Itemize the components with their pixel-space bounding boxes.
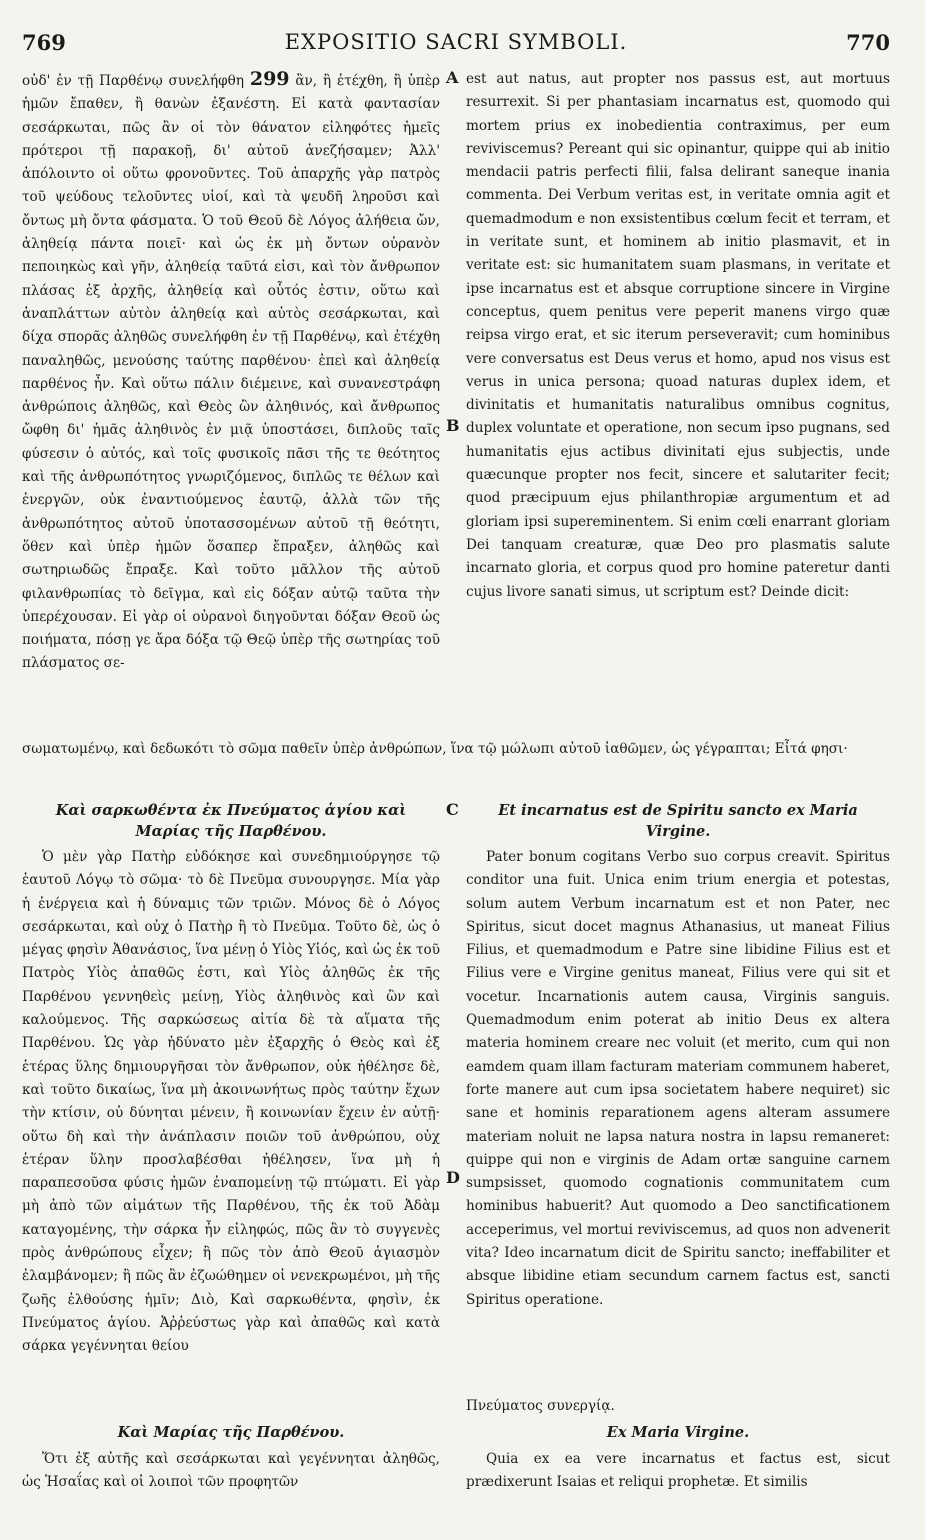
margin-marker-c: C — [446, 800, 459, 819]
page-number-left: 769 — [22, 30, 66, 55]
greek-body-text: ἂν, ἢ ἐτέχθη, ἢ ὑπὲρ ἡμῶν ἔπαθεν, ἢ θανὼν ἐξανέστη. Εἰ κατὰ φαντασίαν σεσάρκωται, πῶς ἂν οἱ τὸν θάνατον εἰληφότες ἡμεῖς πρότεροι τῇ παρακοῇ, δι' αὐτοῦ ἀνεζήσαμεν; Ἀλλ' ἀπόλοιντο οἱ οὕτω φρονοῦντες. Τοῦ ἀπαρχῆς γὰρ πατρὸς τοῦ ψεύδους τελοῦντες υἱοί, καὶ τὰ ψευδῆ ληροῦσι καὶ ὄντως μὴ ὄντα φάσματα. Ὁ τοῦ Θεοῦ δὲ Λόγος ἀλήθεια ὤν, ἀληθείᾳ πάντα ποιεῖ· καὶ ὡς ἐκ μὴ ὄντων οὐρανὸν πεποιηκὼς καὶ γῆν, ἀληθείᾳ ταῦτά εἰσι, καὶ τὸν ἄνθρωπον πλάσας ἐξ ἀρχῆς, ἀληθείᾳ καὶ οὗτός ἐστιν, οὕτω καὶ ἀναπλάττων αὐτὸν ἀληθείᾳ καὶ αὐτὸς σεσάρκωται, καὶ δίχα σπορᾶς ἀληθῶς συνελήφθη ἐν τῇ Παρθένῳ, καὶ ἐτέχθη παναληθῶς, μενούσης ταύτης παρθένου· ἐπεὶ καὶ ἀληθείᾳ παρθένος ἦν. Καὶ οὕτω πάλιν διέμεινε, καὶ συνανεστράφη ἀνθρώποις ἀληθῶς, καὶ Θεὸς ὢν ἀληθινός, καὶ ἄνθρωπος ὤφθη δι' ἡμᾶς ἀληθινὸς ἐν μιᾷ ὑποστάσει, διπλοῦς ταῖς φύσεσιν ὁ αὐτός, καὶ τοῖς φυσικοῖς πᾶσι τῆς τε θεότητος καὶ τῆς ἀνθρωπότητος γνωριζόμενος, διπλῶς τε θέλων καὶ ἐνεργῶν, οὐκ ἐναντιούμενος ἑαυτῷ, ἀλλὰ τῶν τῆς ἀνθρωπότητος αὐτοῦ ὑποτασσομένων αὐτοῦ τῇ θεότητι, ὅθεν καὶ ὑπὲρ ἡμῶν ὅσαπερ ἔπραξεν, ἀληθῶς καὶ σωτηριωδῶς ἔπραξε. Καὶ τοῦτο μᾶλλον τῆς αὐτοῦ φιλανθρωπίας τὸ δεῖγμα, καὶ εἰς δόξαν αὐτῷ ταῦτα τὴν ὑπερέχουσαν. Εἰ γὰρ οἱ οὐρανοὶ διηγοῦνται δόξαν Θεοῦ ὡς ποιήματα, πόσῃ γε ἄρα δόξα τῷ Θεῷ ὑπὲρ τῆς σωτηρίας τοῦ πλάσματος σε- — [22, 73, 440, 672]
bridge-line-2: Πνεύματος συνεργίᾳ. — [466, 1398, 615, 1414]
full-width-bridge-line: σωματωμένῳ, καὶ δεδωκότι τὸ σῶμα παθεῖν ὑπὲρ ἀνθρώπων, ἵνα τῷ μώλωπι αὐτοῦ ἰαθῶμεν, ὡς γέγραπται; Εἶτά φησι· — [22, 741, 848, 757]
inline-column-number: 299 — [249, 68, 290, 90]
greek-column-section-1 — [22, 68, 440, 748]
page-header — [22, 30, 890, 66]
latin-section-heading-1: Et incarnatus est de Spiritu sancto ex Maria Virgine. — [498, 802, 858, 840]
latin-section-heading-2: Ex Maria Virgine. — [606, 1424, 750, 1441]
margin-marker-b: B — [446, 416, 460, 435]
running-title: EXPOSITIO SACRI SYMBOLI. — [284, 30, 628, 54]
greek-lead-text: οὐδ' ἐν τῇ Παρθένῳ συνελήφθη — [22, 73, 244, 89]
margin-marker-d: D — [446, 1168, 460, 1187]
greek-section-heading-2: Καὶ Μαρίας τῆς Παρθένου. — [117, 1424, 345, 1441]
greek-section-heading-1: Καὶ σαρκωθέντα ἐκ Πνεύματος ἁγίου καὶ Μαρίας τῆς Παρθένου. — [55, 802, 407, 840]
latin-column-section-1: est aut natus, aut propter nos passus est, aut mortuus resurrexit. Si per phantasiam incarnatus est, quomodo qui mortem prius ex inobedientia contraximus, per eum reviviscemus? Pereant qui sic opinantur, quippe qui ab initio mendacii patris perfecti filii, falsa delirant saneque inania commenta. Dei Verbum veritas est, in veritate omnia agit et quemadmodum e non exsistentibus cœlum fecit et terram, et in veritate sunt, et hominem ab initio plasmavit, et in veritate est: sic humanitatem suam plasmans, in veritate et ipse incarnatus est et absque corruptione sincere in Virgine conceptus, quem penitus vere peperit manens virgo quæ reipsa virgo erat, et sic iterum perseveravit; cum hominibus vere conversatus est Deus verus et homo, apud nos visus est verus in unica persona; quoad naturas duplex idem, et divinitatis et humanitatis naturalibus omnibus cognitus, duplex voluntate et operatione, non secum ipso pugnans, sed humanitatis ejus actibus divinitati ejus subjectis, unde quæcunque propter nos fecit, sincere et salutariter fecit; quod præcipuum ejus philanthropiæ argumentum et ad gloriam ipsi supereminentem. Si enim cœli enarrant gloriam Dei tanquam creaturæ, quæ Deo pro plasmatis salute incarnato gloria, et corpus quod pro homine pateretur danti cujus livore sanati simus, ut scriptum est? Deinde dicit: — [466, 71, 890, 600]
greek-column-section-2: Ὁ μὲν γὰρ Πατὴρ εὐδόκησε καὶ συνεδημιούργησε τῷ ἑαυτοῦ Λόγῳ τὸ σῶμα· τὸ δὲ Πνεῦμα συνουργησε. Μία γὰρ ἡ ἐνέργεια καὶ ἡ δύναμις τῶν τριῶν. Μόνος δὲ ὁ Λόγος σεσάρκωται, καὶ οὐχ ὁ Πατὴρ ἢ τὸ Πνεῦμα. Τοῦτο δὲ, ὡς ὁ μέγας φησὶν Ἀθανάσιος, ἵνα μένῃ ὁ Υἱὸς Υἱός, καὶ ὡς ἐκ τοῦ Πατρὸς Υἱὸς ἀπαθῶς ἐστι, καὶ Υἱὸς ἀληθῶς ἐκ τῆς Παρθένου γεννηθεὶς μείνῃ, Υἱὸς ἀληθινὸς καὶ ὢν καὶ καλούμενος. Τῆς σαρκώσεως αἰτία δὲ τὰ αἵματα τῆς Παρθένου. Ὡς γὰρ ἠδύνατο μὲν ἐξαρχῆς ὁ Θεὸς καὶ ἐξ ἑτέρας ὕλης δημιουργῆσαι τὸν ἄνθρωπον, οὐκ ἠθέλησε δὲ, καὶ τοῦτο δικαίως, ἵνα μὴ ἀκοινωνήτως πρὸς ταύτην ἔχων τὴν κτίσιν, οὐ δύνηται μένειν, ἢ κοινωνίαν ἔχειν ἐν αὐτῇ· οὕτω δὴ καὶ τὴν ἀνάπλασιν ποιῶν τοῦ ἀνθρώπου, οὐχ ἑτέραν ὕλην προσλαβέσθαι ἠθέλησεν, ἵνα μὴ ἡ παραπεσοῦσα φύσις ἡμῶν ἐναπομείνῃ τῷ πτώματι. Εἰ γὰρ μὴ ἀπὸ τῶν αἱμάτων τῆς Παρθένου, τῆς ἐκ τοῦ Ἀδὰμ καταγομένης, τὴν σάρκα ἦν εἰληφώς, πῶς ἂν τὸ συγγενὲς πρὸς ἀνθρώπους εἶχεν; ἢ πῶς τὸν ἀπὸ Θεοῦ ἁγιασμὸν ἐλαμβάνομεν; ἢ πῶς ἂν ἐζωώθημεν οἱ νενεκρωμένοι, μὴ τῆς ζωῆς ἐλθούσης ἡμῖν; Διὸ, Καὶ σαρκωθέντα, φησὶν, ἐκ Πνεύματος ἁγίου. Ἀῤῥεύστως γὰρ καὶ ἀπαθῶς καὶ κατὰ σάρκα γεγέννηται θείου — [22, 849, 440, 1355]
greek-column-section-3: Ὅτι ἐξ αὐτῆς καὶ σεσάρκωται καὶ γεγέννηται ἀληθῶς, ὡς Ἡσαΐας καὶ οἱ λοιποὶ τῶν προφητῶν — [22, 1451, 440, 1491]
latin-column-section-2: Pater bonum cogitans Verbo suo corpus creavit. Spiritus conditor una fuit. Unica enim trium energia et potestas, solum autem Verbum incarnatum est et non Pater, nec Spiritus, sicut docet magnus Athanasius, ut maneat Filius Filius, et quemadmodum e Patre sine libidine Filius est et Filius vere e Virgine genitus maneat, Filius vere qui sit et vocetur. Incarnationis autem causa, Virginis sanguis. Quemadmodum enim poterat ab initio Deus ex altera materia hominem creare nec voluit (et merito, cum qui non eamdem quam illam facturam materiam communem haberet, forte manere aut cum ipsa societatem habere nequiret) sic sane et hominis reparationem agens alteram assumere materiam noluit ne lapsa natura nostra in lapsu remaneret: quippe qui non e virginis de Adam ortæ sanguine carnem sumpsisset, quomodo cognationis communitatem cum hominibus habuerit? Aut quomodo a Deo sanctificationem acceperimus, vel mortui reviviscemus, ad quos non advenerit vita? Ideo incarnatum dicit de Spiritu sancto; ineffabiliter et absque libidine etiam secundum carnem factus est, sancti Spiritus operatione. — [466, 849, 890, 1308]
latin-column-section-3: Quia ex ea vere incarnatus et factus est, sicut prædixerunt Isaias et reliqui prophetæ. Et similis — [466, 1451, 890, 1491]
page-number-right: 770 — [846, 30, 890, 55]
margin-marker-a: A — [446, 68, 459, 87]
